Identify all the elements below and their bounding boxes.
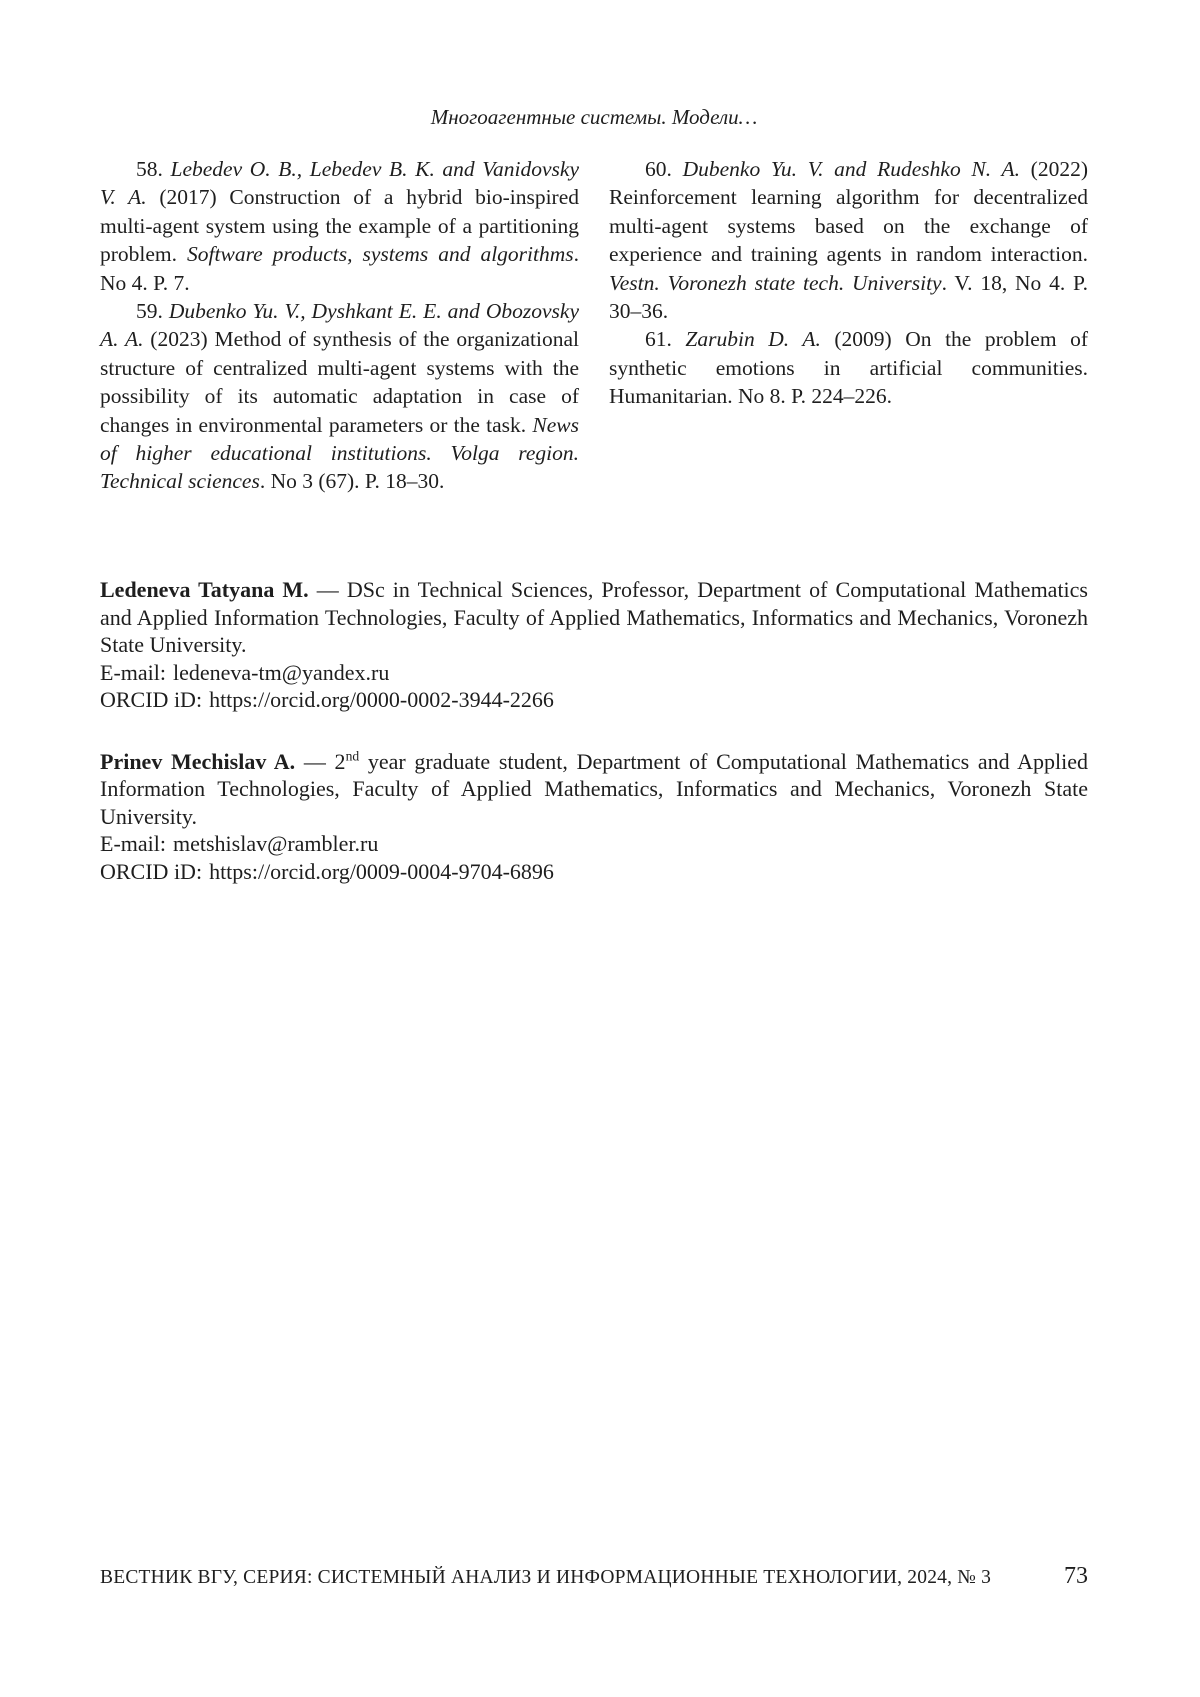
orcid-url: https://orcid.org/0000-0002-3944-2266 (209, 687, 554, 712)
author-bio-prinev (100, 748, 1088, 886)
orcid-label: ORCID iD: (100, 687, 203, 712)
email-address: metshislav@rambler.ru (172, 831, 379, 856)
references-section (100, 155, 1088, 496)
email-address: ledeneva-tm@yandex.ru (172, 659, 390, 685)
author-bio-text: Prinev Mechislav A. — 2nd year graduate student, Department of Computational Mathematics and Applied Information Technologies, Faculty of Applied Mathematics, Informatics and Mechanics, Voronezh State University. (100, 748, 1088, 829)
references-column-left (100, 155, 579, 496)
page-number: 73 (1064, 1563, 1088, 1589)
reference-entry-58: 58. Lebedev O. B., Lebedev B. K. and Vanidovsky V. A. (2017) Construction of a hybrid bio-inspired multi-agent system using the example of a partitioning problem. Software products, systems and algorithms. No 4. P. 7. (100, 157, 580, 295)
author-bio-text: Ledeneva Tatyana M. — DSc in Technical Sciences, Professor, Department of Computational Mathematics and Applied Information Technologies, Faculty of Applied Mathematics, Informatics and Mechanics, Voronezh State University. (100, 577, 1088, 657)
reference-entry-60: 60. Dubenko Yu. V. and Rudeshko N. A. (2022) Reinforcement learning algorithm for decentralized multi-agent systems based on the exchange of experience and training agents in random interaction. Vestn. Voronezh state tech. University. V. 18, No 4. P. 30–36. (609, 157, 1088, 324)
email-label: E-mail: (100, 831, 166, 856)
author-orcid-line (100, 686, 1088, 714)
reference-entry-59: 59. Dubenko Yu. V., Dyshkant E. E. and Obozovsky A. A. (2023) Method of synthesis of the organizational structure of centralized multi-agent systems with the possibility of its automatic adaptation in case of changes in environmental parameters or the task. News of higher educational institutions. Volga region. Technical sciences. No 3 (67). P. 18–30. (100, 299, 579, 494)
author-orcid-line (100, 858, 1088, 886)
authors-section (100, 576, 1088, 919)
author-email-line (100, 830, 1088, 858)
reference-entry-61: 61. Zarubin D. A. (2009) On the problem of synthetic emotions in artificial communities. Humanitarian. No 8. P. 224–226. (609, 327, 1088, 409)
references-column-right (609, 155, 1088, 496)
author-email-line (100, 659, 1088, 687)
running-title: Многоагентные системы. Модели… (430, 105, 758, 129)
orcid-label: ORCID iD: (100, 858, 203, 884)
orcid-url: https://orcid.org/0009-0004-9704-6896 (209, 858, 554, 884)
page-footer (100, 1563, 1088, 1590)
email-label: E-mail: (100, 659, 166, 685)
author-bio-ledeneva (100, 576, 1088, 714)
journal-title: ВЕСТНИК ВГУ, СЕРИЯ: СИСТЕМНЫЙ АНАЛИЗ И ИНФОРМАЦИОННЫЕ ТЕХНОЛОГИИ, 2024, № 3 (100, 1567, 992, 1588)
